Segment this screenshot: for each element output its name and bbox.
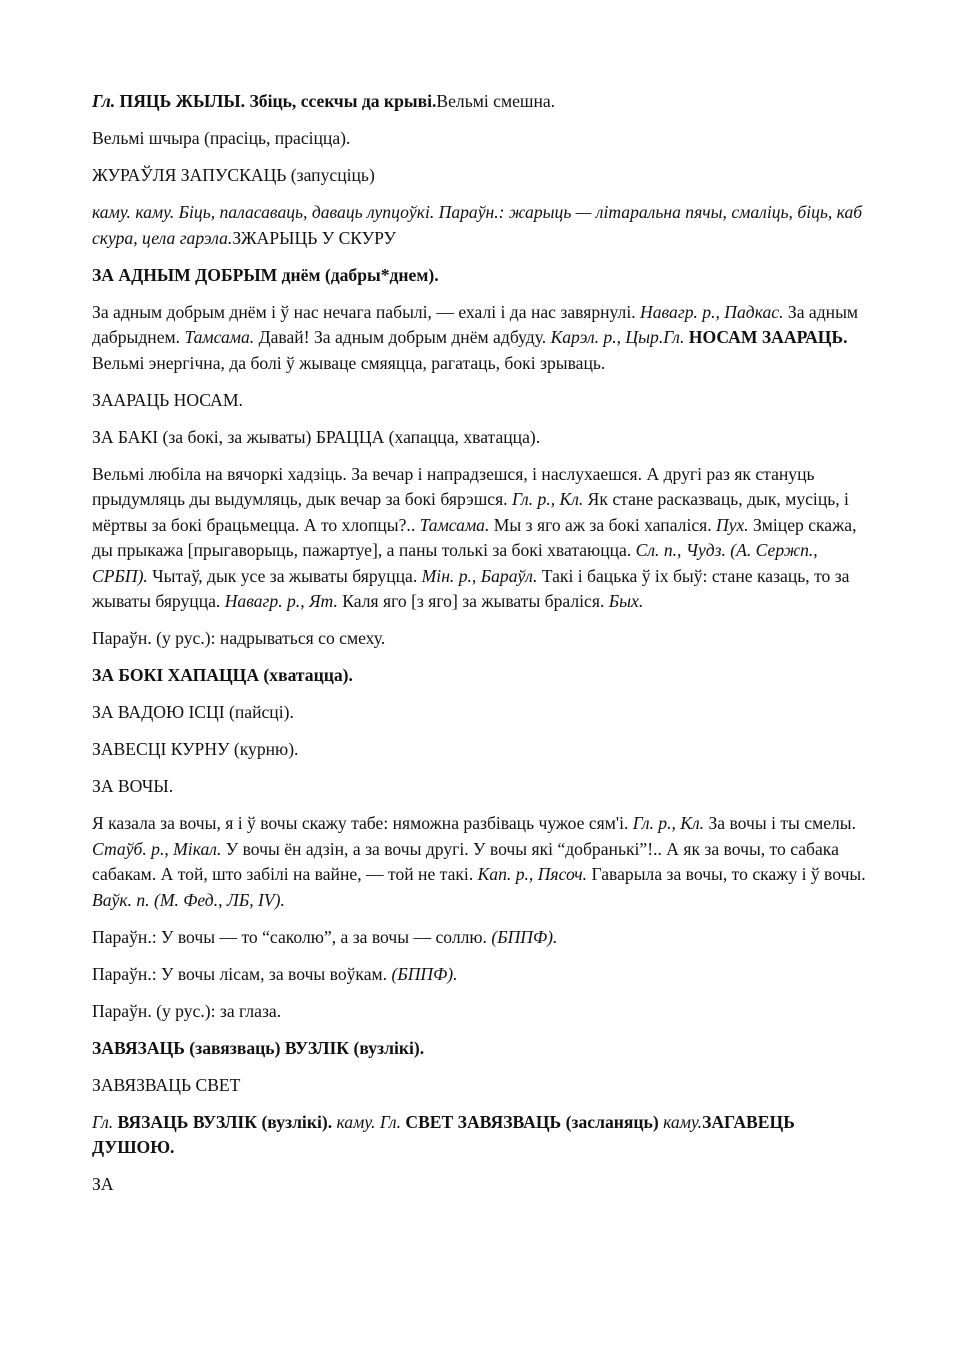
text-run: каму. xyxy=(658,1111,703,1132)
paragraph xyxy=(92,700,868,726)
text-run: Тамсама. xyxy=(184,327,255,347)
text-run: Параўн.: У вочы — то “саколю”, а за вочы — соллю. xyxy=(92,926,492,947)
text-run: Параўн. (у рус.): за глаза. xyxy=(92,1000,282,1021)
text-run: Вельмі смешна. xyxy=(436,91,556,111)
text-run: За вочы і ты смелы. xyxy=(704,813,857,833)
text-run: Параўн. (у рус.): надрываться со смеху. xyxy=(92,628,386,648)
text-run: Як стане расказваць, дык, мусіць, і мёртвы за бокі брацьмецца. А то хлопцы?.. xyxy=(92,489,849,535)
text-run: За адным добрым днём і ў нас нечага пабылі, — ехалі і да нас завярнулі. xyxy=(92,301,641,322)
text-run: Бых. xyxy=(608,591,644,611)
text-run: ЗАВЯЗАЦЬ (завязваць) ВУЗЛІК (вузлікі). xyxy=(92,1037,425,1058)
text-run: СВЕТ ЗАВЯЗВАЦЬ (засланяць) xyxy=(400,1111,659,1132)
text-run: ВЯЗАЦЬ ВУЗЛІК (вузлікі). xyxy=(113,1111,333,1132)
text-run: Карэл. р., Цыр.Гл. xyxy=(550,327,685,347)
text-run: Давай! За адным добрым днём адбуду. xyxy=(254,327,551,347)
paragraph xyxy=(92,999,868,1025)
paragraph xyxy=(92,774,868,800)
text-run: ЗА xyxy=(92,1174,114,1194)
paragraph xyxy=(92,263,868,289)
text-run: Сл. п., Чудз. (А. Сержп., СРБП). xyxy=(92,540,818,586)
text-run: ПЯЦЬ ЖЫЛЫ. Збіць, ссекчы да крыві. xyxy=(115,91,437,111)
text-run: ЖУРАЎЛЯ ЗАПУСКАЦЬ (запусціць) xyxy=(92,165,375,185)
paragraph xyxy=(92,163,868,189)
text-run: ЗА БОКІ ХАПАЦЦА (хватацца). xyxy=(92,665,353,685)
text-run: каму. Гл. xyxy=(332,1111,401,1132)
text-run: Мы з яго аж за бокі хапаліся. xyxy=(489,514,717,535)
text-run: ЗААРАЦЬ НОСАМ. xyxy=(92,389,243,410)
text-run: Зміцер скажа, ды прыкажа [прыгаворыць, пажартуе], а паны толькі за бокі хватаюцца. xyxy=(92,514,857,560)
text-run: Гл. xyxy=(92,91,116,111)
text-run: ЗЖАРЫЦЬ У СКУРУ xyxy=(232,227,396,248)
paragraph xyxy=(92,1110,868,1161)
text-run: ЗА АДНЫМ ДОБРЫМ днём (дабры*днем). xyxy=(92,264,439,285)
text-run: НОСАМ ЗААРАЦЬ. xyxy=(684,327,848,347)
text-run: Такі і бацька ў іх быў: стане казаць, то за жываты бяруцца. xyxy=(92,565,850,611)
text-run: ЗАВЕСЦІ КУРНУ (курню). xyxy=(92,739,299,759)
paragraph xyxy=(92,663,868,689)
text-run: Тамсама. xyxy=(419,514,490,535)
text-run: Гл. р., Кл. xyxy=(632,813,705,833)
text-run: Гл. р., Кл. xyxy=(511,489,584,509)
text-run: Каля яго [з яго] за жываты браліся. xyxy=(337,591,609,611)
text-run: Параўн.: У вочы лісам, за вочы воўкам. xyxy=(92,963,392,984)
text-run: Гаварыла за вочы, то скажу і ў вочы. xyxy=(587,864,866,884)
text-run: Вельмі шчыра (прасіць, прасіцца). xyxy=(92,128,351,148)
text-run: Кап. р., Пясоч. xyxy=(477,864,588,884)
text-run: Навагр. р., Ят. xyxy=(224,591,338,611)
text-run: ЗАВЯЗВАЦЬ СВЕТ xyxy=(92,1074,241,1095)
document-body xyxy=(92,89,868,1198)
paragraph xyxy=(92,1172,868,1198)
paragraph xyxy=(92,300,868,377)
paragraph xyxy=(92,962,868,988)
paragraph xyxy=(92,1036,868,1062)
text-run: Мін. р., Бараўл. xyxy=(421,565,538,586)
paragraph xyxy=(92,925,868,951)
paragraph xyxy=(92,462,868,615)
text-run: Пух. xyxy=(716,514,749,535)
text-run: Ваўк. п. (М. Фед., ЛБ, IV). xyxy=(92,889,285,910)
paragraph xyxy=(92,388,868,414)
text-run: У вочы ён адзін, а за вочы другі. У вочы які “добранькі”!.. А як за вочы, то сабака сабакам. А той, што забілі на вайне, — той не такі. xyxy=(92,838,839,884)
paragraph xyxy=(92,1073,868,1099)
text-run: каму. каму. Біць, паласаваць, даваць лупцоўкі. Параўн.: жарыць — літаральна пячы, смаліць, біць, каб скура, цела гарэла. xyxy=(92,202,863,248)
text-run: ЗАГАВЕЦЬ ДУШОЮ. xyxy=(92,1111,795,1157)
text-run: (БППФ). xyxy=(391,963,458,984)
text-run: Вельмі энергічна, да болі ў жываце смяяцца, рагатаць, бокі зрываць. xyxy=(92,352,606,373)
text-run: Вельмі любіла на вячоркі хадзіць. За вечар і напрадзешся, і наслухаешся. А другі раз як стануць прыдумляць ды выдумляць, дык вечар за бокі бярэшся. xyxy=(92,463,815,509)
text-run: Стаўб. р., Мікал. xyxy=(92,838,222,859)
text-run: За адным дабрыднем. xyxy=(92,301,859,347)
text-run: Я казала за вочы, я і ў вочы скажу табе: няможна разбіваць чужое сям'і. xyxy=(92,813,633,833)
paragraph xyxy=(92,626,868,652)
text-run: Чытаў, дык усе за жываты бяруцца. xyxy=(147,565,422,586)
text-run: Навагр. р., Падкас. xyxy=(640,301,784,322)
paragraph xyxy=(92,425,868,451)
text-run: ЗА БАКІ (за бокі, за жываты) БРАЦЦА (хапацца, хватацца). xyxy=(92,426,541,447)
text-run: Гл. xyxy=(92,1111,114,1132)
text-run: ЗА ВАДОЮ ІСЦІ (пайсці). xyxy=(92,702,294,722)
text-run: ЗА ВОЧЫ. xyxy=(92,776,174,796)
paragraph xyxy=(92,126,868,152)
paragraph xyxy=(92,200,868,251)
text-run: (БППФ). xyxy=(491,926,558,947)
paragraph xyxy=(92,89,868,115)
paragraph xyxy=(92,737,868,763)
paragraph xyxy=(92,811,868,913)
